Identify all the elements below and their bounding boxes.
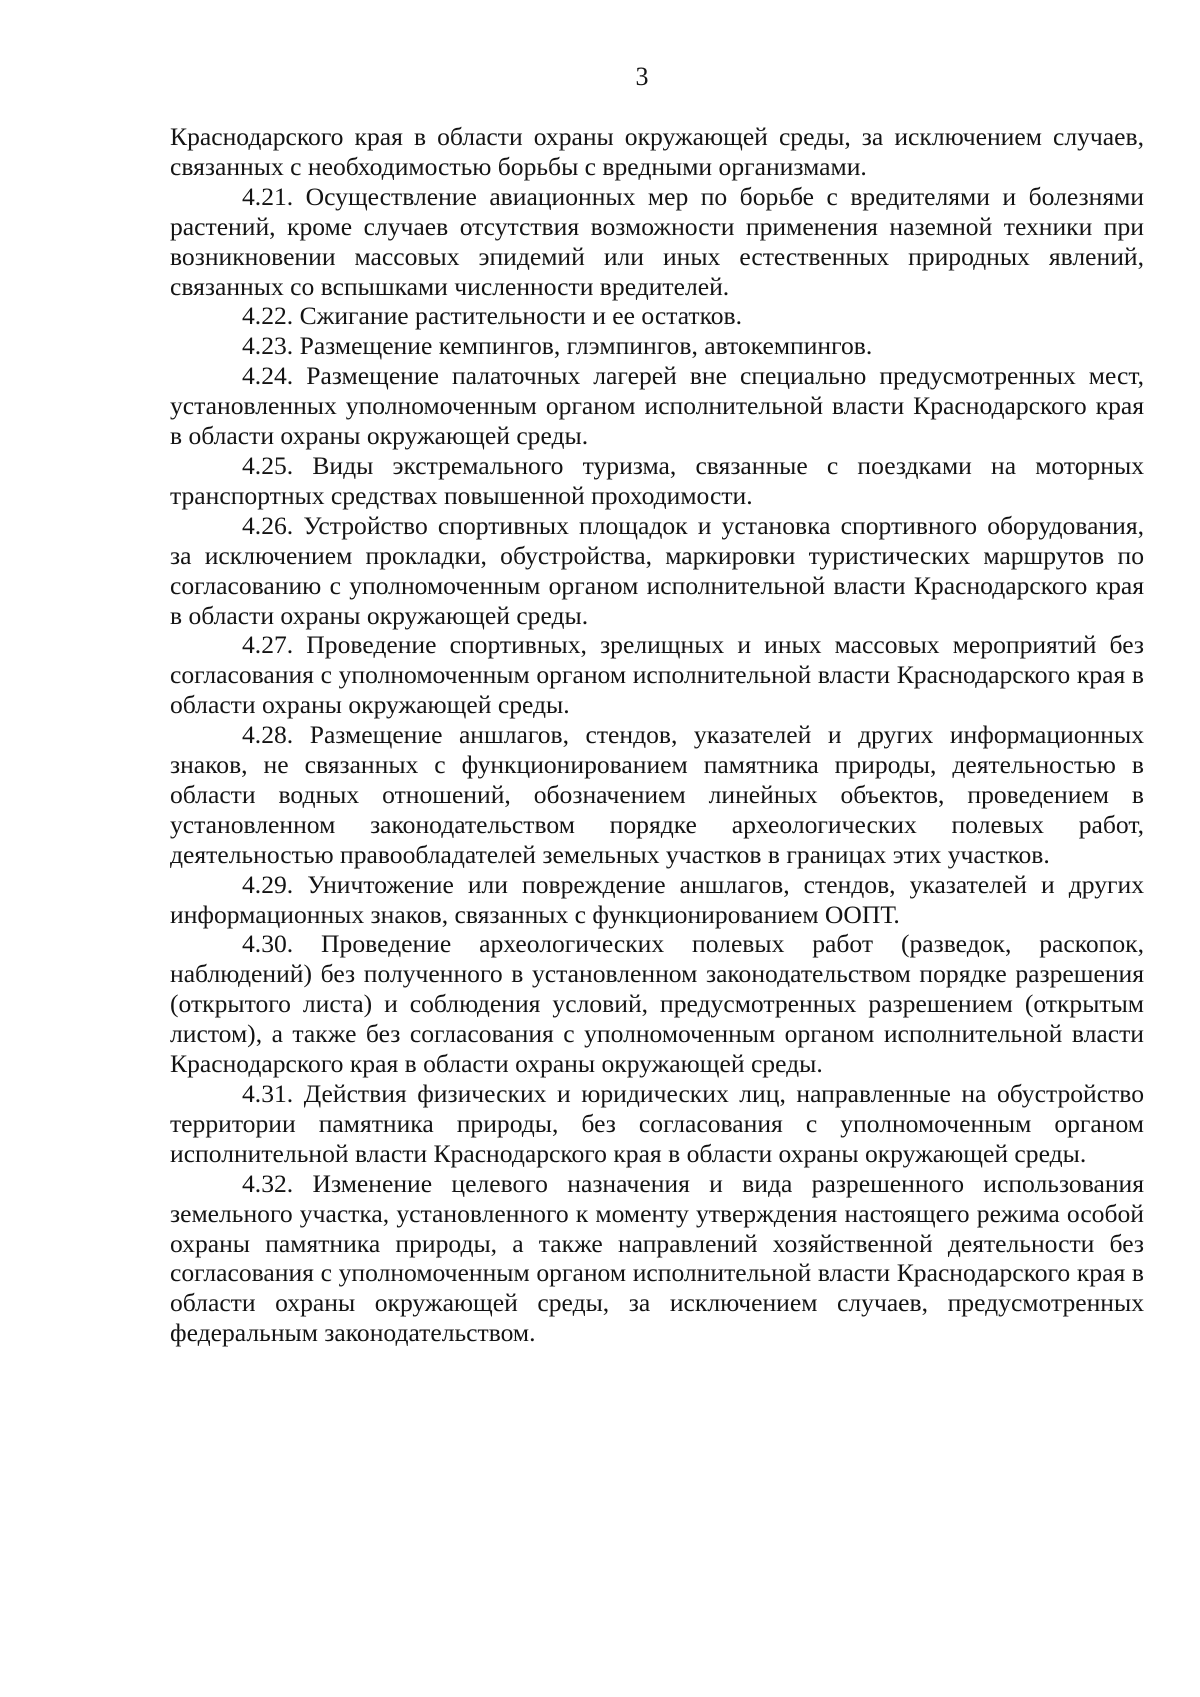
- clause-4-26: 4.26. Устройство спортивных площадок и установка спортивного оборудования, за исключением прокладки, обустройства, маркировки туристических маршрутов по согласованию с уполномоченным органом исполнительной власти Краснодарского края в области охраны окружающей среды.: [170, 510, 1144, 630]
- clause-4-32: 4.32. Изменение целевого назначения и вида разрешенного использования земельного участка, установленного к моменту утверждения настоящего режима особой охраны памятника природы, а также направлений хозяйственной деятельности без согласования с уполномоченным органом исполнительной власти Краснодарского края в области охраны окружающей среды, за исключением случаев, предусмотренных федеральным законодательством.: [170, 1168, 1144, 1348]
- clause-4-31: 4.31. Действия физических и юридических лиц, направленные на обустройство территории памятника природы, без согласования с уполномоченным органом исполнительной власти Краснодарского края в области охраны окружающей среды.: [170, 1079, 1144, 1168]
- clause-4-25: 4.25. Виды экстремального туризма, связанные с поездками на моторных транспортных средствах повышенной проходимости.: [170, 450, 1144, 510]
- clause-4-21: 4.21. Осуществление авиационных мер по борьбе с вредителями и болезнями растений, кроме случаев отсутствия возможности применения наземной техники при возникновении массовых эпидемий или иных естественных природных явлений, связанных со вспышками численности вредителей.: [170, 181, 1144, 301]
- clause-4-28: 4.28. Размещение аншлагов, стендов, указателей и других информационных знаков, не связанных с функционированием памятника природы, деятельностью в области водных отношений, обозначением линейных объектов, проведением в установленном законодательством порядке археологических полевых работ, деятельностью правообладателей земельных участков в границах этих участков.: [170, 720, 1144, 869]
- paragraph-continuation: Краснодарского края в области охраны окружающей среды, за исключением случаев, связанных с необходимостью борьбы с вредными организмами.: [170, 122, 1144, 181]
- clause-4-30: 4.30. Проведение археологических полевых работ (разведок, раскопок, наблюдений) без полученного в установленном законодательством порядке разрешения (открытого листа) и соблюдения условий, предусмотренных разрешением (открытым листом), а также без согласования с уполномоченным органом исполнительной власти Краснодарского края в области охраны окружающей среды.: [170, 929, 1144, 1079]
- clause-4-22: 4.22. Сжигание растительности и ее остатков.: [242, 301, 743, 331]
- clause-4-29: 4.29. Уничтожение или повреждение аншлагов, стендов, указателей и других информационных знаков, связанных с функционированием ООПТ.: [170, 869, 1144, 929]
- clause-4-23: 4.23. Размещение кемпингов, глэмпингов, автокемпингов.: [242, 331, 873, 361]
- page-number: 3: [635, 62, 649, 91]
- clause-4-27: 4.27. Проведение спортивных, зрелищных и иных массовых мероприятий без согласования с уполномоченным органом исполнительной власти Краснодарского края в области охраны окружающей среды.: [170, 630, 1144, 720]
- clause-4-24: 4.24. Размещение палаточных лагерей вне специально предусмотренных мест, установленных уполномоченным органом исполнительной власти Краснодарского края в области охраны окружающей среды.: [170, 361, 1144, 451]
- document-body: [170, 122, 1144, 1348]
